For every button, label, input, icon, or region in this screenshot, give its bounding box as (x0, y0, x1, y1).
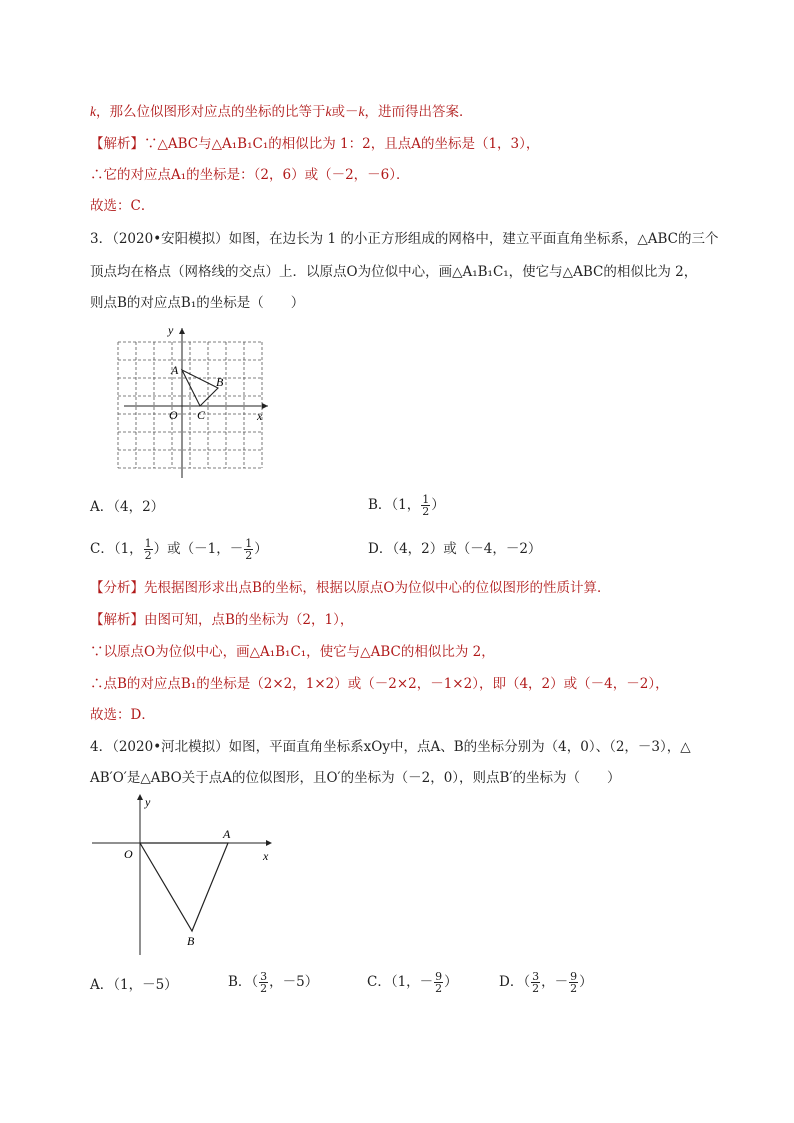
point-b-label: B (216, 375, 224, 389)
fraction: $\frac{1}{2}$ (422, 493, 430, 518)
q3-stem-line1: 3．（2020•安阳模拟）如图，在边长为 1 的小正方形组成的网格中，建立平面直角坐标系，△ABC的三个 (90, 231, 719, 247)
q3-option-d[interactable]: D．（4，2）或（－4，－2） (368, 541, 542, 557)
q2-analysis-tail: k，那么位似图形对应点的坐标的比等于k或－k，进而得出答案． (90, 104, 473, 120)
q2-solution-line2: ∴它的对应点A₁的坐标是：（2，6）或（－2，－6）． (90, 167, 410, 183)
point-a-label: A (223, 827, 231, 841)
fraction: $\frac{9}{2}$ (435, 970, 443, 995)
q3-analysis: 【分析】先根据图形求出点B的坐标，根据以原点O为位似中心的位似图形的性质计算． (90, 580, 611, 596)
q4-stem-line1: 4．（2020•河北模拟）如图，平面直角坐标系xOy中，点A、B的坐标分别为（4，0）、（2，－3），△ (90, 739, 691, 755)
q3-solution-line3: ∴点B的对应点B₁的坐标是（2×2，1×2）或（－2×2，－1×2），即（4，2）或（－4，－2）， (90, 676, 669, 692)
q3-stem-line2: 顶点均在格点（网格线的交点）上．以原点O为位似中心，画△A₁B₁C₁，使它与△ABC的相似比为 2， (90, 264, 698, 280)
q3-option-c[interactable]: C．（1， $\frac{1}{2}$ ）或（－1，－ $\frac{1}{2}$ ） (90, 537, 268, 562)
q2-answer: 故选：C． (90, 198, 155, 214)
q3-answer: 故选：D． (90, 707, 155, 723)
q4-option-c[interactable]: C．（1，－ $\frac{9}{2}$ ） (367, 970, 458, 995)
origin-label: O (124, 847, 133, 861)
fraction: $\frac{9}{2}$ (570, 970, 578, 995)
fraction: $\frac{1}{2}$ (245, 537, 253, 562)
y-axis-label: y (145, 795, 151, 809)
solution-tag: 【解析】 (90, 136, 144, 152)
point-b-label: B (187, 934, 195, 948)
point-c-label: C (197, 408, 206, 422)
question-number: 3． (90, 231, 113, 247)
y-axis-label: y (168, 323, 174, 337)
q4-figure (88, 790, 288, 960)
question-number: 4． (90, 739, 113, 755)
origin-label: O (169, 408, 178, 422)
solution-tag: 【解析】 (90, 612, 144, 628)
q4-option-d[interactable]: D．（ $\frac{3}{2}$ ，－ $\frac{9}{2}$ ） (499, 970, 593, 995)
fraction: $\frac{1}{2}$ (144, 537, 152, 562)
analysis-tag: 【分析】 (90, 580, 144, 596)
q4-option-a[interactable]: A．（1，－5） (90, 977, 178, 993)
x-axis-label: x (263, 849, 269, 863)
q3-solution-line1: 【解析】由图可知，点B的坐标为（2，1）， (90, 612, 354, 628)
fraction: $\frac{3}{2}$ (532, 970, 540, 995)
q3-solution-line2: ∵以原点O为位似中心，画△A₁B₁C₁，使它与△ABC的相似比为 2， (90, 644, 495, 660)
q3-option-b[interactable]: B．（1， $\frac{1}{2}$ ） (368, 493, 445, 518)
q4-option-b[interactable]: B．（ $\frac{3}{2}$ ，－5） (228, 970, 319, 995)
point-a-label: A (171, 363, 179, 377)
x-axis-label: x (257, 409, 263, 423)
q2-solution-line1: 【解析】∵△ABC与△A₁B₁C₁的相似比为 1：2，且点A的坐标是（1，3）， (90, 136, 540, 152)
q3-stem-line3: 则点B的对应点B₁的坐标是（ ） (90, 295, 305, 311)
q3-grid-figure (100, 318, 300, 488)
q4-stem-line2: AB′O′是△ABO关于点A的位似图形，且O′的坐标为（－2，0），则点B′的坐标为（ ） (90, 770, 621, 786)
fraction: $\frac{3}{2}$ (260, 970, 268, 995)
q3-option-a[interactable]: A．（4，2） (90, 499, 165, 515)
